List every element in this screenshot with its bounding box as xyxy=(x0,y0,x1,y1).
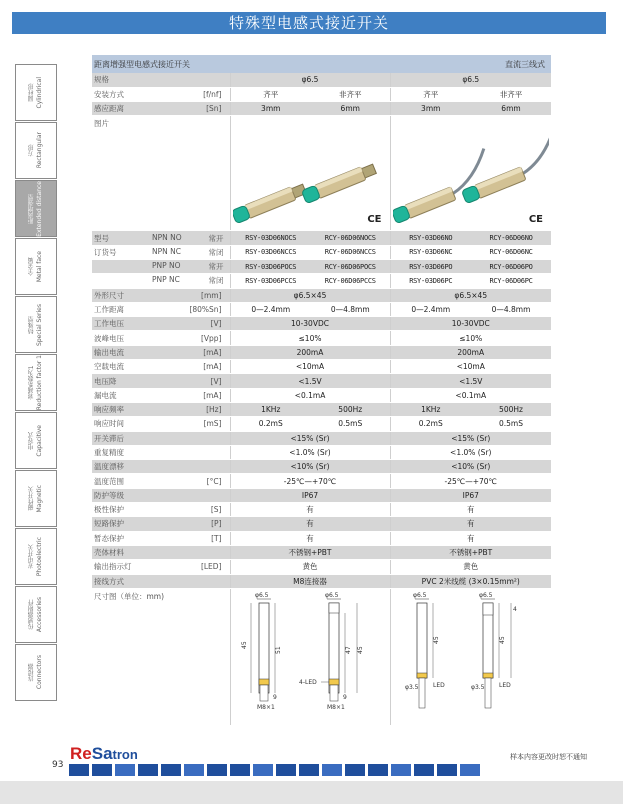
footer-block xyxy=(115,764,135,776)
ce-mark-icon: CE xyxy=(367,214,382,226)
table-cell: 非齐平 xyxy=(471,87,551,101)
sidebar-tab-label: 圆柱形 Cylindrical xyxy=(28,76,43,109)
sidebar-tab-2[interactable] xyxy=(15,180,57,237)
svg-text:φ6.5: φ6.5 xyxy=(478,591,492,599)
table-cell xyxy=(150,73,230,87)
table-cell: 有 xyxy=(390,503,551,517)
table-cell: 0.2mS xyxy=(230,417,311,431)
footer-block xyxy=(414,764,434,776)
svg-text:51: 51 xyxy=(274,646,282,654)
svg-text:φ3.5: φ3.5 xyxy=(470,683,484,691)
table-cell xyxy=(92,274,150,288)
table-cell xyxy=(150,574,230,588)
row-spec-item xyxy=(92,360,551,374)
sidebar-tab-4[interactable] xyxy=(15,296,57,353)
spec-table-area xyxy=(92,55,551,726)
model-number: RSY-03D06NC xyxy=(390,245,471,259)
model-number: RCY-06D06NOCS xyxy=(311,231,390,245)
model-number: RCY-06D06PC xyxy=(471,274,551,288)
svg-text:45: 45 xyxy=(498,636,506,644)
table-cell xyxy=(150,460,230,474)
row-spec-item xyxy=(92,302,551,316)
table-cell: 10-30VDC xyxy=(390,317,551,331)
table-cell: 有 xyxy=(230,503,390,517)
table-cell: 安装方式 xyxy=(92,87,150,101)
table-cell: IP67 xyxy=(390,488,551,502)
model-number: RSY-03D06NCCS xyxy=(230,245,311,259)
model-number: RSY-03D06POCS xyxy=(230,259,311,273)
table-cell: [LED] xyxy=(150,560,230,574)
footer-block xyxy=(460,764,480,776)
output-type: PNP NO 常开 xyxy=(150,259,230,273)
sensor-photo xyxy=(393,118,549,230)
row-spec-item xyxy=(92,560,551,574)
brand-logo: ReSatron xyxy=(70,744,138,763)
table-cell: <10% (Sr) xyxy=(230,460,390,474)
sensor-photo xyxy=(233,118,389,230)
table-cell: [P] xyxy=(150,517,230,531)
row-spec-item xyxy=(92,574,551,588)
sidebar-tab-label: 电容式 Capacitive xyxy=(28,424,43,457)
table-cell: 外形尺寸 xyxy=(92,288,150,302)
table-cell: 200mA xyxy=(390,345,551,359)
row-spec-item xyxy=(92,531,551,545)
table-cell: 不锈钢+PBT xyxy=(230,545,390,559)
row-spec-item xyxy=(92,288,551,302)
footer-block xyxy=(391,764,411,776)
table-cell: 1KHz xyxy=(230,402,311,416)
svg-text:M8×1: M8×1 xyxy=(256,703,275,711)
table-cell: <1.0% (Sr) xyxy=(230,445,390,459)
footer-block xyxy=(138,764,158,776)
table-cell: <1.0% (Sr) xyxy=(390,445,551,459)
table-cell: [f/nf] xyxy=(150,87,230,101)
table-cell: 响应时间 xyxy=(92,417,150,431)
table-cell: 工作距离 xyxy=(92,302,150,316)
table-cell: 输出指示灯 xyxy=(92,560,150,574)
product-photo-cell xyxy=(230,116,390,231)
sidebar-tab-7[interactable] xyxy=(15,470,57,527)
table-cell: -25℃—+70℃ xyxy=(230,474,390,488)
table-cell: φ6.5×45 xyxy=(390,288,551,302)
table-cell: <1.5V xyxy=(390,374,551,388)
row-model xyxy=(92,245,551,259)
table-cell: [mm] xyxy=(150,288,230,302)
table-cell: [T] xyxy=(150,531,230,545)
row-model xyxy=(92,274,551,288)
sidebar-tab-label: 光电开关 Photoelectric xyxy=(28,536,43,577)
row-drawing xyxy=(92,588,551,725)
section-subtitle: 直流三线式 xyxy=(505,59,545,69)
sidebar-tab-label: 距离增强型 Extended distance xyxy=(28,180,43,237)
svg-text:φ6.5: φ6.5 xyxy=(412,591,426,599)
row-spec-item xyxy=(92,317,551,331)
footer-block xyxy=(322,764,342,776)
table-cell: [V] xyxy=(150,317,230,331)
row-model xyxy=(92,231,551,245)
row-spec xyxy=(92,73,551,87)
table-cell: 0—2.4mm xyxy=(390,302,471,316)
table-cell: ≤10% xyxy=(390,331,551,345)
table-cell: <0.1mA xyxy=(230,388,390,402)
table-cell: 温度范围 xyxy=(92,474,150,488)
table-cell xyxy=(150,431,230,445)
table-cell xyxy=(92,259,150,273)
table-cell: 500Hz xyxy=(311,402,390,416)
row-spec-item xyxy=(92,517,551,531)
table-cell: <15% (Sr) xyxy=(230,431,390,445)
sidebar-tab-8[interactable] xyxy=(15,528,57,585)
table-cell: <15% (Sr) xyxy=(390,431,551,445)
footer-block xyxy=(230,764,250,776)
model-number: RCY-06D06PO xyxy=(471,259,551,273)
table-cell: [S] xyxy=(150,503,230,517)
svg-text:45: 45 xyxy=(240,641,248,649)
table-cell: <1.5V xyxy=(230,374,390,388)
page-number: 93 xyxy=(52,760,64,770)
svg-text:45: 45 xyxy=(356,646,364,654)
section-title: 距离增强型电感式接近开关 xyxy=(94,59,190,69)
svg-text:φ3.5: φ3.5 xyxy=(404,683,418,691)
table-cell: 响应频率 xyxy=(92,402,150,416)
table-cell: <10mA xyxy=(390,360,551,374)
row-photo xyxy=(92,116,551,231)
footer-block xyxy=(69,764,89,776)
table-cell: 订货号 xyxy=(92,245,150,259)
ce-mark-icon: CE xyxy=(528,214,543,226)
footer-block xyxy=(207,764,227,776)
dimension-drawing-cell xyxy=(390,588,551,725)
sidebar-tab-3[interactable] xyxy=(15,238,57,295)
footer-block xyxy=(437,764,457,776)
svg-text:M8×1: M8×1 xyxy=(326,703,345,711)
table-cell: φ6.5 xyxy=(230,73,390,87)
output-type: PNP NC 常闭 xyxy=(150,274,230,288)
product-photo-cell xyxy=(390,116,551,231)
sidebar-tab-5[interactable] xyxy=(15,354,57,411)
table-cell: 接线方式 xyxy=(92,574,150,588)
table-cell xyxy=(150,545,230,559)
section-header xyxy=(92,55,551,73)
footer-block xyxy=(184,764,204,776)
table-cell: [80%Sn] xyxy=(150,302,230,316)
row-spec-item xyxy=(92,345,551,359)
table-cell: 型号 xyxy=(92,231,150,245)
table-cell: PVC 2米线缆 (3×0.15mm²) xyxy=(390,574,551,588)
output-type: NPN NC 常闭 xyxy=(150,245,230,259)
table-cell: 3mm xyxy=(230,102,311,116)
svg-text:4-LED: 4-LED xyxy=(298,678,317,686)
model-number: RCY-06D06NO xyxy=(471,231,551,245)
row-spec-item xyxy=(92,374,551,388)
dimension-drawing xyxy=(393,591,552,723)
row-spec-item xyxy=(92,474,551,488)
table-cell: 黄色 xyxy=(390,560,551,574)
row-spec-item xyxy=(92,445,551,459)
model-number: RCY-06D06NC xyxy=(471,245,551,259)
table-cell: 短路保护 xyxy=(92,517,150,531)
table-cell: 黄色 xyxy=(230,560,390,574)
sidebar-tab-label: 连接器 Connectors xyxy=(28,655,43,690)
svg-text:φ6.5: φ6.5 xyxy=(324,591,338,599)
table-cell: 有 xyxy=(390,531,551,545)
model-number: RCY-06D06NCCS xyxy=(311,245,390,259)
table-cell: φ6.5 xyxy=(390,73,551,87)
table-cell: 0—2.4mm xyxy=(230,302,311,316)
row-spec-item xyxy=(92,488,551,502)
svg-text:4: 4 xyxy=(512,605,517,613)
model-number: RSY-03D06PO xyxy=(390,259,471,273)
table-cell: 输出电流 xyxy=(92,345,150,359)
svg-text:φ6.5: φ6.5 xyxy=(254,591,268,599)
table-cell xyxy=(150,116,230,231)
table-cell: 防护等级 xyxy=(92,488,150,502)
table-cell: 6mm xyxy=(311,102,390,116)
table-cell: 非齐平 xyxy=(311,87,390,101)
category-sidebar xyxy=(15,64,57,702)
table-cell: 空载电流 xyxy=(92,360,150,374)
sidebar-tab-label: 衰减系数为1 Reduction factor 1 xyxy=(28,354,43,411)
table-cell: 开关滞后 xyxy=(92,431,150,445)
table-cell: [°C] xyxy=(150,474,230,488)
model-number: RCY-06D06POCS xyxy=(311,259,390,273)
model-number: RSY-03D06NOCS xyxy=(230,231,311,245)
table-cell: 500Hz xyxy=(471,402,551,416)
table-cell: 齐平 xyxy=(390,87,471,101)
table-cell: <10% (Sr) xyxy=(390,460,551,474)
table-cell: 规格 xyxy=(92,73,150,87)
table-cell: 200mA xyxy=(230,345,390,359)
table-cell: 0.5mS xyxy=(471,417,551,431)
table-cell: 有 xyxy=(230,517,390,531)
row-mount xyxy=(92,87,551,101)
row-distance xyxy=(92,102,551,116)
table-cell xyxy=(150,445,230,459)
table-cell: 图片 xyxy=(92,116,150,231)
table-cell: 不锈钢+PBT xyxy=(390,545,551,559)
table-cell: 波峰电压 xyxy=(92,331,150,345)
table-cell: [V] xyxy=(150,374,230,388)
drawing-label: 尺寸图（单位：mm) xyxy=(92,588,230,725)
table-cell: [Hz] xyxy=(150,402,230,416)
table-cell: -25℃—+70℃ xyxy=(390,474,551,488)
table-cell: 3mm xyxy=(390,102,471,116)
model-number: RSY-03D06PCCS xyxy=(230,274,311,288)
table-cell: [mA] xyxy=(150,345,230,359)
row-spec-item xyxy=(92,331,551,345)
row-spec-item xyxy=(92,402,551,416)
dimension-drawing xyxy=(233,591,391,723)
footer-block xyxy=(253,764,273,776)
footer-block xyxy=(299,764,319,776)
table-cell: 6mm xyxy=(471,102,551,116)
footer-block xyxy=(92,764,112,776)
table-cell: 有 xyxy=(390,517,551,531)
table-cell: 0—4.8mm xyxy=(311,302,390,316)
sidebar-tab-9[interactable] xyxy=(15,586,57,643)
sidebar-tab-1[interactable] xyxy=(15,122,57,179)
sidebar-tab-label: 方形 Rectangular xyxy=(28,132,43,169)
output-type: NPN NO 常开 xyxy=(150,231,230,245)
row-spec-item xyxy=(92,431,551,445)
table-cell: 0.5mS xyxy=(311,417,390,431)
bottom-band xyxy=(0,781,623,804)
table-cell: 壳体材料 xyxy=(92,545,150,559)
footer-block xyxy=(345,764,365,776)
dimension-drawing-cell xyxy=(230,588,390,725)
svg-text:9: 9 xyxy=(272,693,277,701)
table-cell: [mA] xyxy=(150,360,230,374)
table-cell: 有 xyxy=(230,531,390,545)
sidebar-tab-10[interactable] xyxy=(15,644,57,701)
sidebar-tab-label: 全金属 Metal face xyxy=(28,250,43,283)
table-cell: <10mA xyxy=(230,360,390,374)
table-cell: 极性保护 xyxy=(92,503,150,517)
table-cell: [Sn] xyxy=(150,102,230,116)
table-cell: [mS] xyxy=(150,417,230,431)
model-number: RSY-03D06PC xyxy=(390,274,471,288)
table-cell: 暂态保护 xyxy=(92,531,150,545)
table-cell: [mA] xyxy=(150,388,230,402)
table-cell: 重复精度 xyxy=(92,445,150,459)
sidebar-tab-6[interactable] xyxy=(15,412,57,469)
table-cell: 漏电流 xyxy=(92,388,150,402)
svg-text:9: 9 xyxy=(342,693,347,701)
table-cell: 10-30VDC xyxy=(230,317,390,331)
table-cell: 0—4.8mm xyxy=(471,302,551,316)
table-cell xyxy=(150,488,230,502)
table-cell: φ6.5×45 xyxy=(230,288,390,302)
model-number: RSY-03D06NO xyxy=(390,231,471,245)
table-cell: IP67 xyxy=(230,488,390,502)
table-cell: M8连接器 xyxy=(230,574,390,588)
sidebar-tab-label: 传感器附件 Accessories xyxy=(28,596,43,633)
row-model xyxy=(92,259,551,273)
svg-text:45: 45 xyxy=(432,636,440,644)
row-spec-item xyxy=(92,417,551,431)
sidebar-tab-label: 磁性开关 Magnetic xyxy=(28,484,43,513)
footer-block xyxy=(368,764,388,776)
footer-color-bar xyxy=(69,764,589,776)
row-spec-item xyxy=(92,503,551,517)
table-cell: 0.2mS xyxy=(390,417,471,431)
sidebar-tab-0[interactable] xyxy=(15,64,57,121)
table-cell: 温度漂移 xyxy=(92,460,150,474)
svg-text:LED: LED xyxy=(498,681,511,689)
table-cell: ≤10% xyxy=(230,331,390,345)
model-number: RCY-06D06PCCS xyxy=(311,274,390,288)
table-cell: <0.1mA xyxy=(390,388,551,402)
spec-table xyxy=(92,73,551,726)
sidebar-tab-label: 特殊型 Special Series xyxy=(28,303,43,346)
footer-block xyxy=(276,764,296,776)
page-title: 特殊型电感式接近开关 xyxy=(12,12,606,34)
table-cell: 电压降 xyxy=(92,374,150,388)
row-spec-item xyxy=(92,388,551,402)
footer-block xyxy=(161,764,181,776)
row-spec-item xyxy=(92,460,551,474)
svg-text:47: 47 xyxy=(344,646,352,654)
footer-note: 样本内容更改时恕不通知 xyxy=(510,753,587,761)
row-spec-item xyxy=(92,545,551,559)
table-cell: 感应距离 xyxy=(92,102,150,116)
table-cell: [Vpp] xyxy=(150,331,230,345)
table-cell: 工作电压 xyxy=(92,317,150,331)
svg-text:LED: LED xyxy=(432,681,445,689)
table-cell: 1KHz xyxy=(390,402,471,416)
table-cell: 齐平 xyxy=(230,87,311,101)
